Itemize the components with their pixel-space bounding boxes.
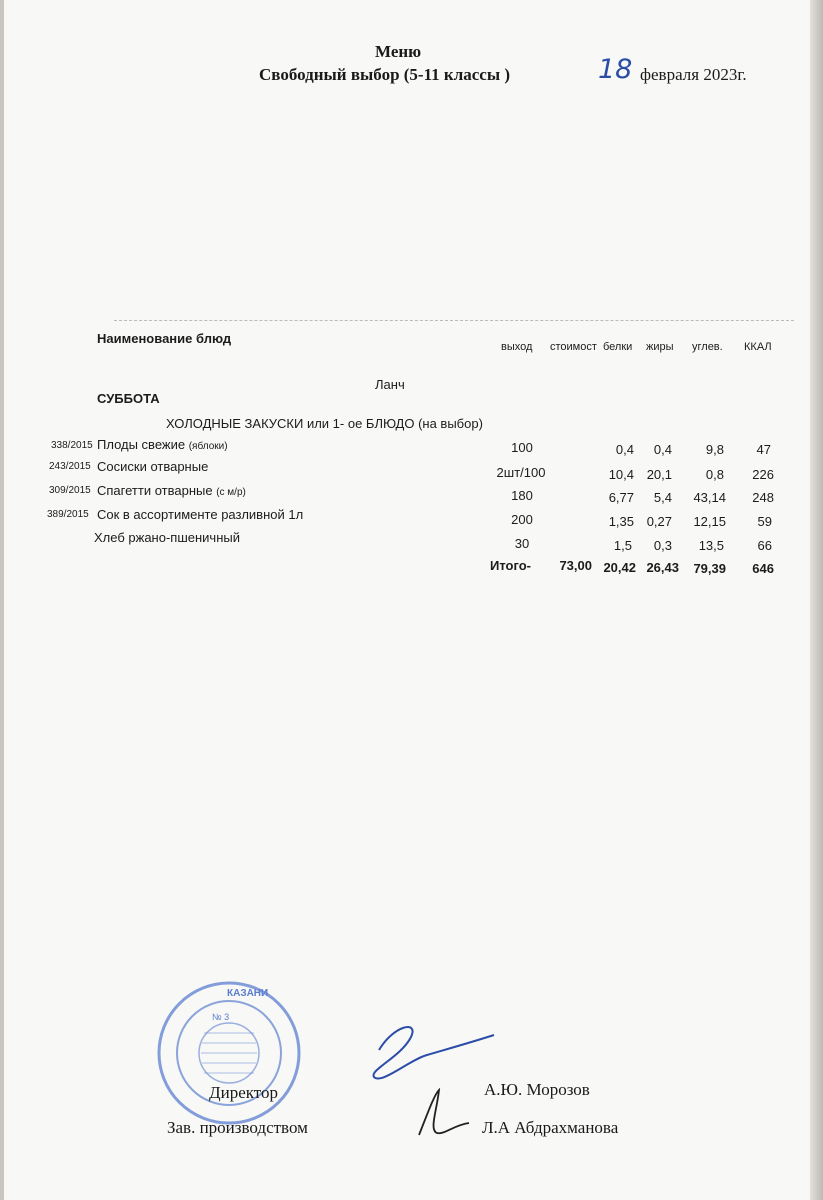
col-output-header: выход — [501, 341, 533, 353]
output-cell: 200 — [511, 512, 533, 527]
protein-cell: 0,4 — [615, 442, 634, 457]
total-label: Итого- — [490, 558, 531, 573]
total-fat: 26,43 — [646, 560, 679, 575]
fat-cell: 5,4 — [653, 490, 672, 505]
stamp-number: № 3 — [212, 1012, 230, 1022]
total-protein: 20,42 — [603, 560, 636, 575]
recipe-code: 389/2015 — [47, 509, 89, 520]
total-carbs: 79,39 — [693, 561, 726, 576]
paper-edge — [810, 0, 823, 1200]
fat-cell: 0,3 — [653, 538, 672, 553]
production-title: Зав. производством — [167, 1118, 308, 1137]
kcal-cell: 248 — [752, 490, 774, 505]
fat-cell: 0,4 — [653, 442, 672, 457]
protein-cell: 6,77 — [608, 490, 634, 505]
stamp-city: КАЗАНИ — [227, 988, 269, 999]
fat-cell: 0,27 — [646, 514, 672, 529]
carbs-cell: 0,8 — [705, 467, 724, 482]
doc-title: Меню — [375, 42, 422, 61]
director-title: Директор — [209, 1083, 278, 1102]
kcal-cell: 59 — [757, 514, 772, 529]
document-page — [4, 0, 810, 1200]
col-kcal-header: ККАЛ — [744, 341, 772, 353]
carbs-cell: 13,5 — [698, 538, 724, 553]
col-fat-header: жиры — [646, 341, 674, 353]
dish-name: Спагетти отварные (с м/р) — [97, 483, 246, 498]
recipe-code: 338/2015 — [51, 440, 93, 451]
separator-line — [114, 320, 794, 321]
director-signature — [339, 1015, 499, 1095]
official-stamp — [154, 978, 304, 1128]
output-cell: 180 — [511, 488, 533, 503]
dish-name-header: Наименование блюд — [97, 331, 232, 346]
production-name: Л.А Абдрахманова — [482, 1118, 619, 1137]
production-signature — [409, 1085, 479, 1145]
director-name: А.Ю. Морозов — [484, 1080, 590, 1099]
total-cost: 73,00 — [559, 558, 592, 573]
carbs-cell: 9,8 — [705, 442, 724, 457]
col-protein-header: белки — [603, 341, 633, 353]
section-label: ХОЛОДНЫЕ ЗАКУСКИ или 1- ое БЛЮДО (на выбор) — [166, 416, 483, 431]
dish-name: Сосиски отварные — [97, 459, 209, 474]
date-month-year: февраля 2023г. — [640, 65, 747, 84]
output-cell: 30 — [514, 536, 530, 551]
handwritten-day: 18 — [598, 54, 633, 85]
carbs-cell: 12,15 — [693, 514, 726, 529]
col-cost-header: стоимост — [550, 341, 597, 353]
recipe-code: 309/2015 — [49, 485, 91, 496]
doc-subtitle: Свободный выбор (5-11 классы ) — [259, 65, 511, 84]
day-label: СУББОТА — [97, 391, 160, 406]
total-kcal: 646 — [752, 561, 774, 576]
fat-cell: 20,1 — [646, 467, 672, 482]
meal-label: Ланч — [375, 377, 405, 392]
dish-name: Хлеб ржано-пшеничный — [94, 530, 240, 545]
dish-name: Плоды свежие (яблоки) — [97, 437, 228, 452]
protein-cell: 1,35 — [608, 514, 634, 529]
carbs-cell: 43,14 — [693, 490, 726, 505]
protein-cell: 10,4 — [608, 467, 634, 482]
dish-name: Сок в ассортименте разливной 1л — [97, 507, 304, 522]
kcal-cell: 66 — [757, 538, 772, 553]
kcal-cell: 47 — [756, 442, 771, 457]
output-cell: 100 — [511, 440, 533, 455]
output-cell: 2шт/100 — [496, 465, 546, 480]
col-carbs-header: углев. — [692, 341, 723, 353]
protein-cell: 1,5 — [613, 538, 632, 553]
recipe-code: 243/2015 — [49, 461, 91, 472]
kcal-cell: 226 — [752, 467, 774, 482]
